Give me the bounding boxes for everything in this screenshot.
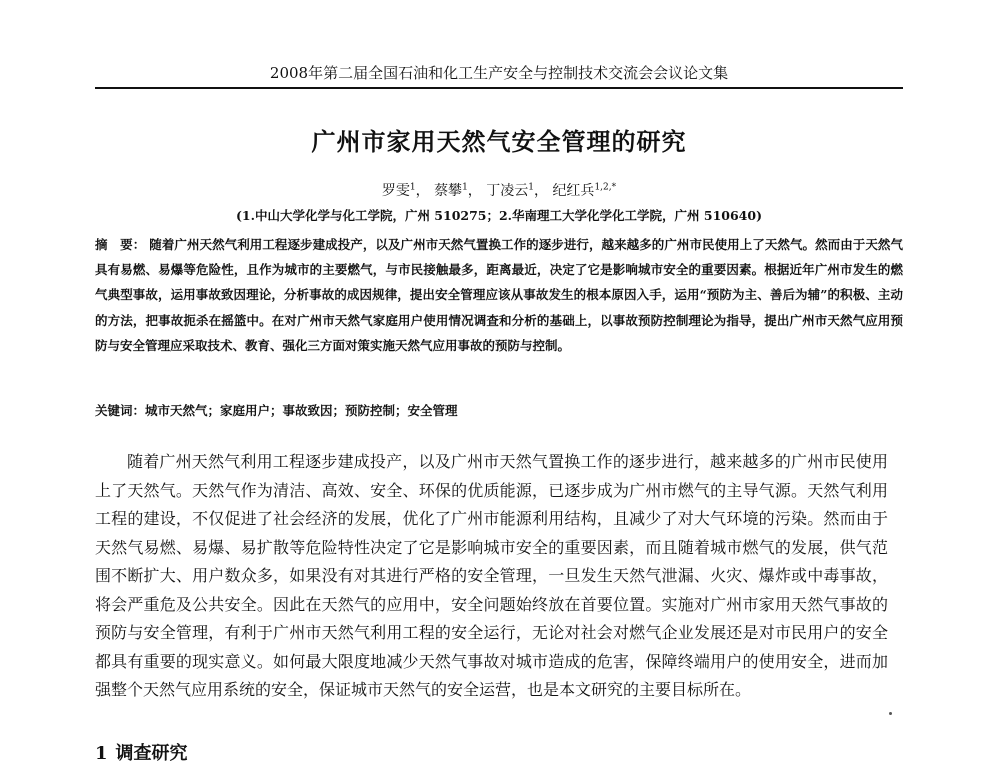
author-affiliation-mark: 1 xyxy=(462,182,468,193)
author-affiliation-mark: 1,2,* xyxy=(594,182,617,193)
affiliations: (1.中山大学化学与化工学院，广州 510275；2.华南理工大学化学化工学院，广州 510640) xyxy=(235,208,762,223)
header-rule xyxy=(95,87,903,89)
abstract-label: 摘 要： xyxy=(95,237,146,252)
paper-title: 广州市家用天然气安全管理的研究 xyxy=(311,127,687,156)
author-affiliation-mark: 1 xyxy=(409,182,416,193)
section-title: 调查研究 xyxy=(115,743,188,764)
author-separator: ， xyxy=(533,183,548,199)
author-name: 罗雯 xyxy=(381,183,410,199)
author-affiliation-mark: 1 xyxy=(528,182,534,193)
author-separator: ， xyxy=(415,183,430,199)
body-paragraph: 随着广州天然气利用工程逐步建成投产，以及广州市天然气置换工作的逐步进行，越来越多的广州市民使用上了天然气。天然气作为清洁、高效、安全、环保的优质能源，已逐步成为广州市燃气的主导气源。天然气利用工程的建设，不仅促进了社会经济的发展，优化了广州市能源利用结构，且减少了对大气环境的污染。然而由于天然气易燃、易爆、易扩散等危险特性决定了它是影响城市安全的重要因素，而且随着城市燃气的发展，供气范围不断扩大、用户数众多，如果没有对其进行严格的安全管理，一旦发生天然气泄漏、火灾、爆炸或中毒事故，将会严重危及公共安全。因此在天然气的应用中，安全问题始终放在首要位置。实施对广州市家用天然气事故的预防与安全管理，有利于广州市天然气利用工程的安全运行，无论对社会对燃气企业发展还是对市民用户的安全都具有重要的现实意义。如何最大限度地减少天然气事故对城市造成的危害，保障终端用户的使用安全，进而加强整个天然气应用系统的安全，保证城市天然气的安全运营，也是本文研究的主要目标所在。 xyxy=(95,452,888,699)
abstract-text: 随着广州天然气利用工程逐步建成投产，以及广州市天然气置换工作的逐步进行，越来越多的广州市民使用上了天然气。然而由于天然气具有易燃、易爆等危险性，且作为城市的主要燃气，与市民接触最多，距离最近，决定了它是影响城市安全的重要因素。根据近年广州市发生的燃气典型事故，运用事故致因理论，分析事故的成因规律，提出安全管理应该从事故发生的根本原因入手，运用“预防为主、善后为辅”的积极、主动的方法，把事故扼杀在摇篮中。在对广州市天然气家庭用户使用情况调查和分析的基础上，以事故预防控制理论为指导，提出广州市天然气应用预防与安全管理应采取技术、教育、强化三方面对策实施天然气应用事故的预防与控制。 xyxy=(95,237,903,353)
scan-speck xyxy=(889,712,892,715)
author-name: 丁凌云 xyxy=(486,183,529,199)
section-number: 1 xyxy=(95,743,108,764)
keywords-label: 关键词： xyxy=(95,403,146,418)
author-list xyxy=(95,180,903,202)
author-separator: ， xyxy=(467,183,482,199)
keywords xyxy=(95,400,903,422)
section-heading xyxy=(95,741,188,767)
running-header: 2008年第二届全国石油和化工生产安全与控制技术交流会会议论文集 xyxy=(269,64,729,82)
abstract xyxy=(95,232,903,358)
keywords-text: 城市天然气；家庭用户；事故致因；预防控制；安全管理 xyxy=(145,403,458,418)
author-name: 蔡攀 xyxy=(434,183,463,199)
author-name: 纪红兵 xyxy=(552,183,595,199)
